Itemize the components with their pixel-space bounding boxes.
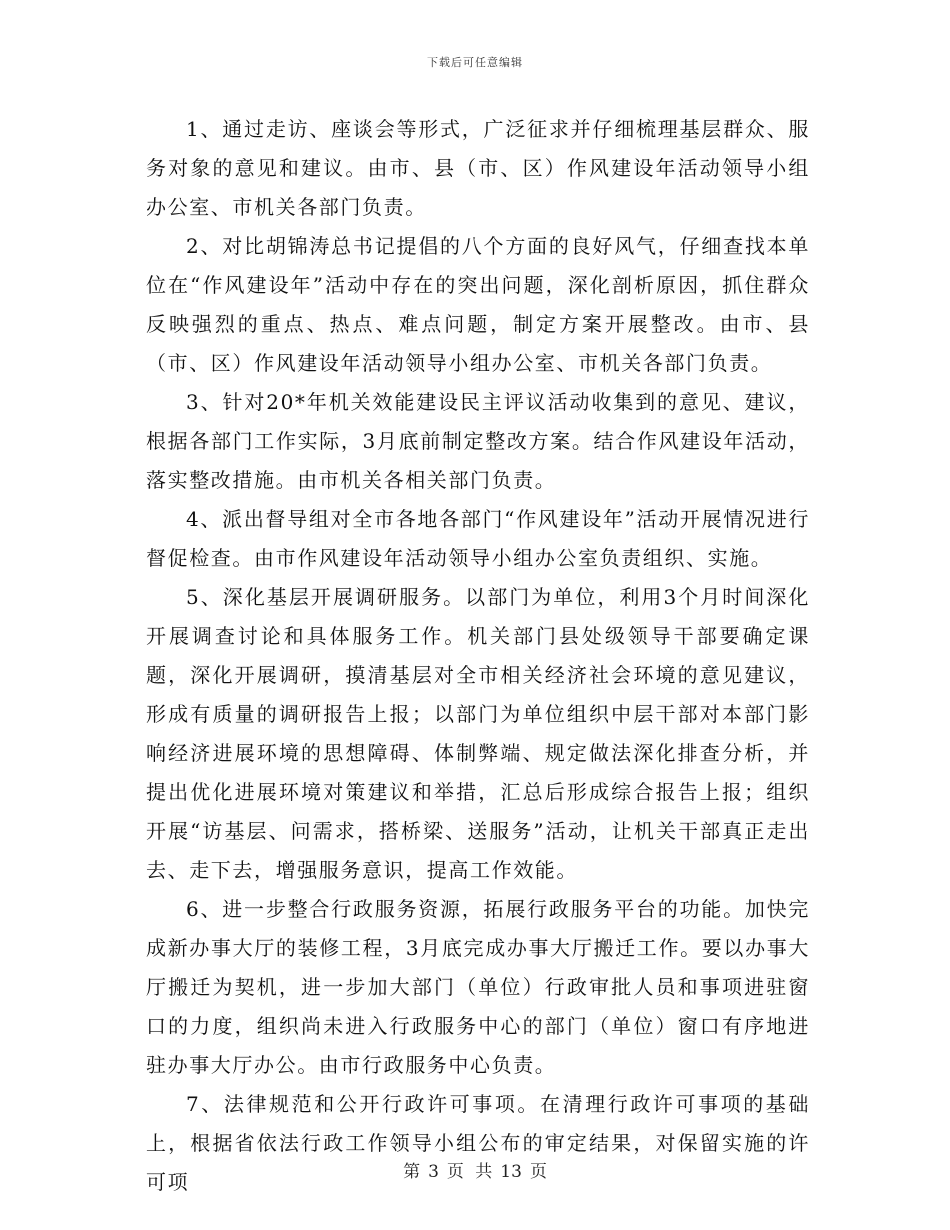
paragraph-1: 1、通过走访、座谈会等形式，广泛征求并仔细梳理基层群众、服务对象的意见和建议。由市、县（市、区）作风建设年活动领导小组办公室、市机关各部门负责。 bbox=[146, 117, 810, 219]
footer-page-number: 3 bbox=[428, 1162, 439, 1182]
paragraph-6: 6、进一步整合行政服务资源，拓展行政服务平台的功能。加快完成新办事大厅的装修工程，3月底完成办事大厅搬迁工作。要以办事大厅搬迁为契机，进一步加大部门（单位）行政审批人员和事项进驻窗口的力度，组织尚未进入行政服务中心的部门（单位）窗口有序地进驻办事大厅办公。由市行政服务中心负责。 bbox=[146, 897, 810, 1077]
paragraph-2: 2、对比胡锦涛总书记提倡的八个方面的良好风气，仔细查找本单位在“作风建设年”活动中存在的突出问题，深化剖析原因，抓住群众反映强烈的重点、热点、难点问题，制定方案开展整改。由市、县（市、区）作风建设年活动领导小组办公室、市机关各部门负责。 bbox=[146, 234, 810, 375]
paragraph-7: 7、法律规范和公开行政许可事项。在清理行政许可事项的基础上，根据省依法行政工作领导小组公布的审定结果，对保留实施的许可项 bbox=[146, 1092, 810, 1194]
paragraph-3: 3、针对20*年机关效能建设民主评议活动收集到的意见、建议，根据各部门工作实际，3月底前制定整改方案。结合作风建设年活动，落实整改措施。由市机关各相关部门负责。 bbox=[146, 390, 810, 492]
footer-suffix: 页 bbox=[529, 1162, 547, 1182]
page-footer bbox=[0, 1157, 950, 1182]
page-header: 下载后可任意编辑 bbox=[427, 56, 523, 69]
document-body bbox=[146, 110, 810, 1202]
footer-prefix: 第 bbox=[403, 1162, 421, 1182]
paragraph-4: 4、派出督导组对全市各地各部门“作风建设年”活动开展情况进行督促检查。由市作风建设年活动领导小组办公室负责组织、实施。 bbox=[146, 507, 810, 570]
footer-total-pages: 13 bbox=[500, 1162, 522, 1182]
paragraph-5: 5、深化基层开展调研服务。以部门为单位，利用3个月时间深化开展调查讨论和具体服务工作。机关部门县处级领导干部要确定课题，深化开展调研，摸清基层对全市相关经济社会环境的意见建议，形成有质量的调研报告上报；以部门为单位组织中层干部对本部门影响经济进展环境的思想障碍、体制弊端、规定做法深化排查分析，并提出优化进展环境对策建议和举措，汇总后形成综合报告上报；组织开展“访基层、问需求，搭桥梁、送服务”活动，让机关干部真正走出去、走下去，增强服务意识，提高工作效能。 bbox=[146, 585, 810, 882]
footer-middle: 页 共 bbox=[446, 1162, 493, 1182]
